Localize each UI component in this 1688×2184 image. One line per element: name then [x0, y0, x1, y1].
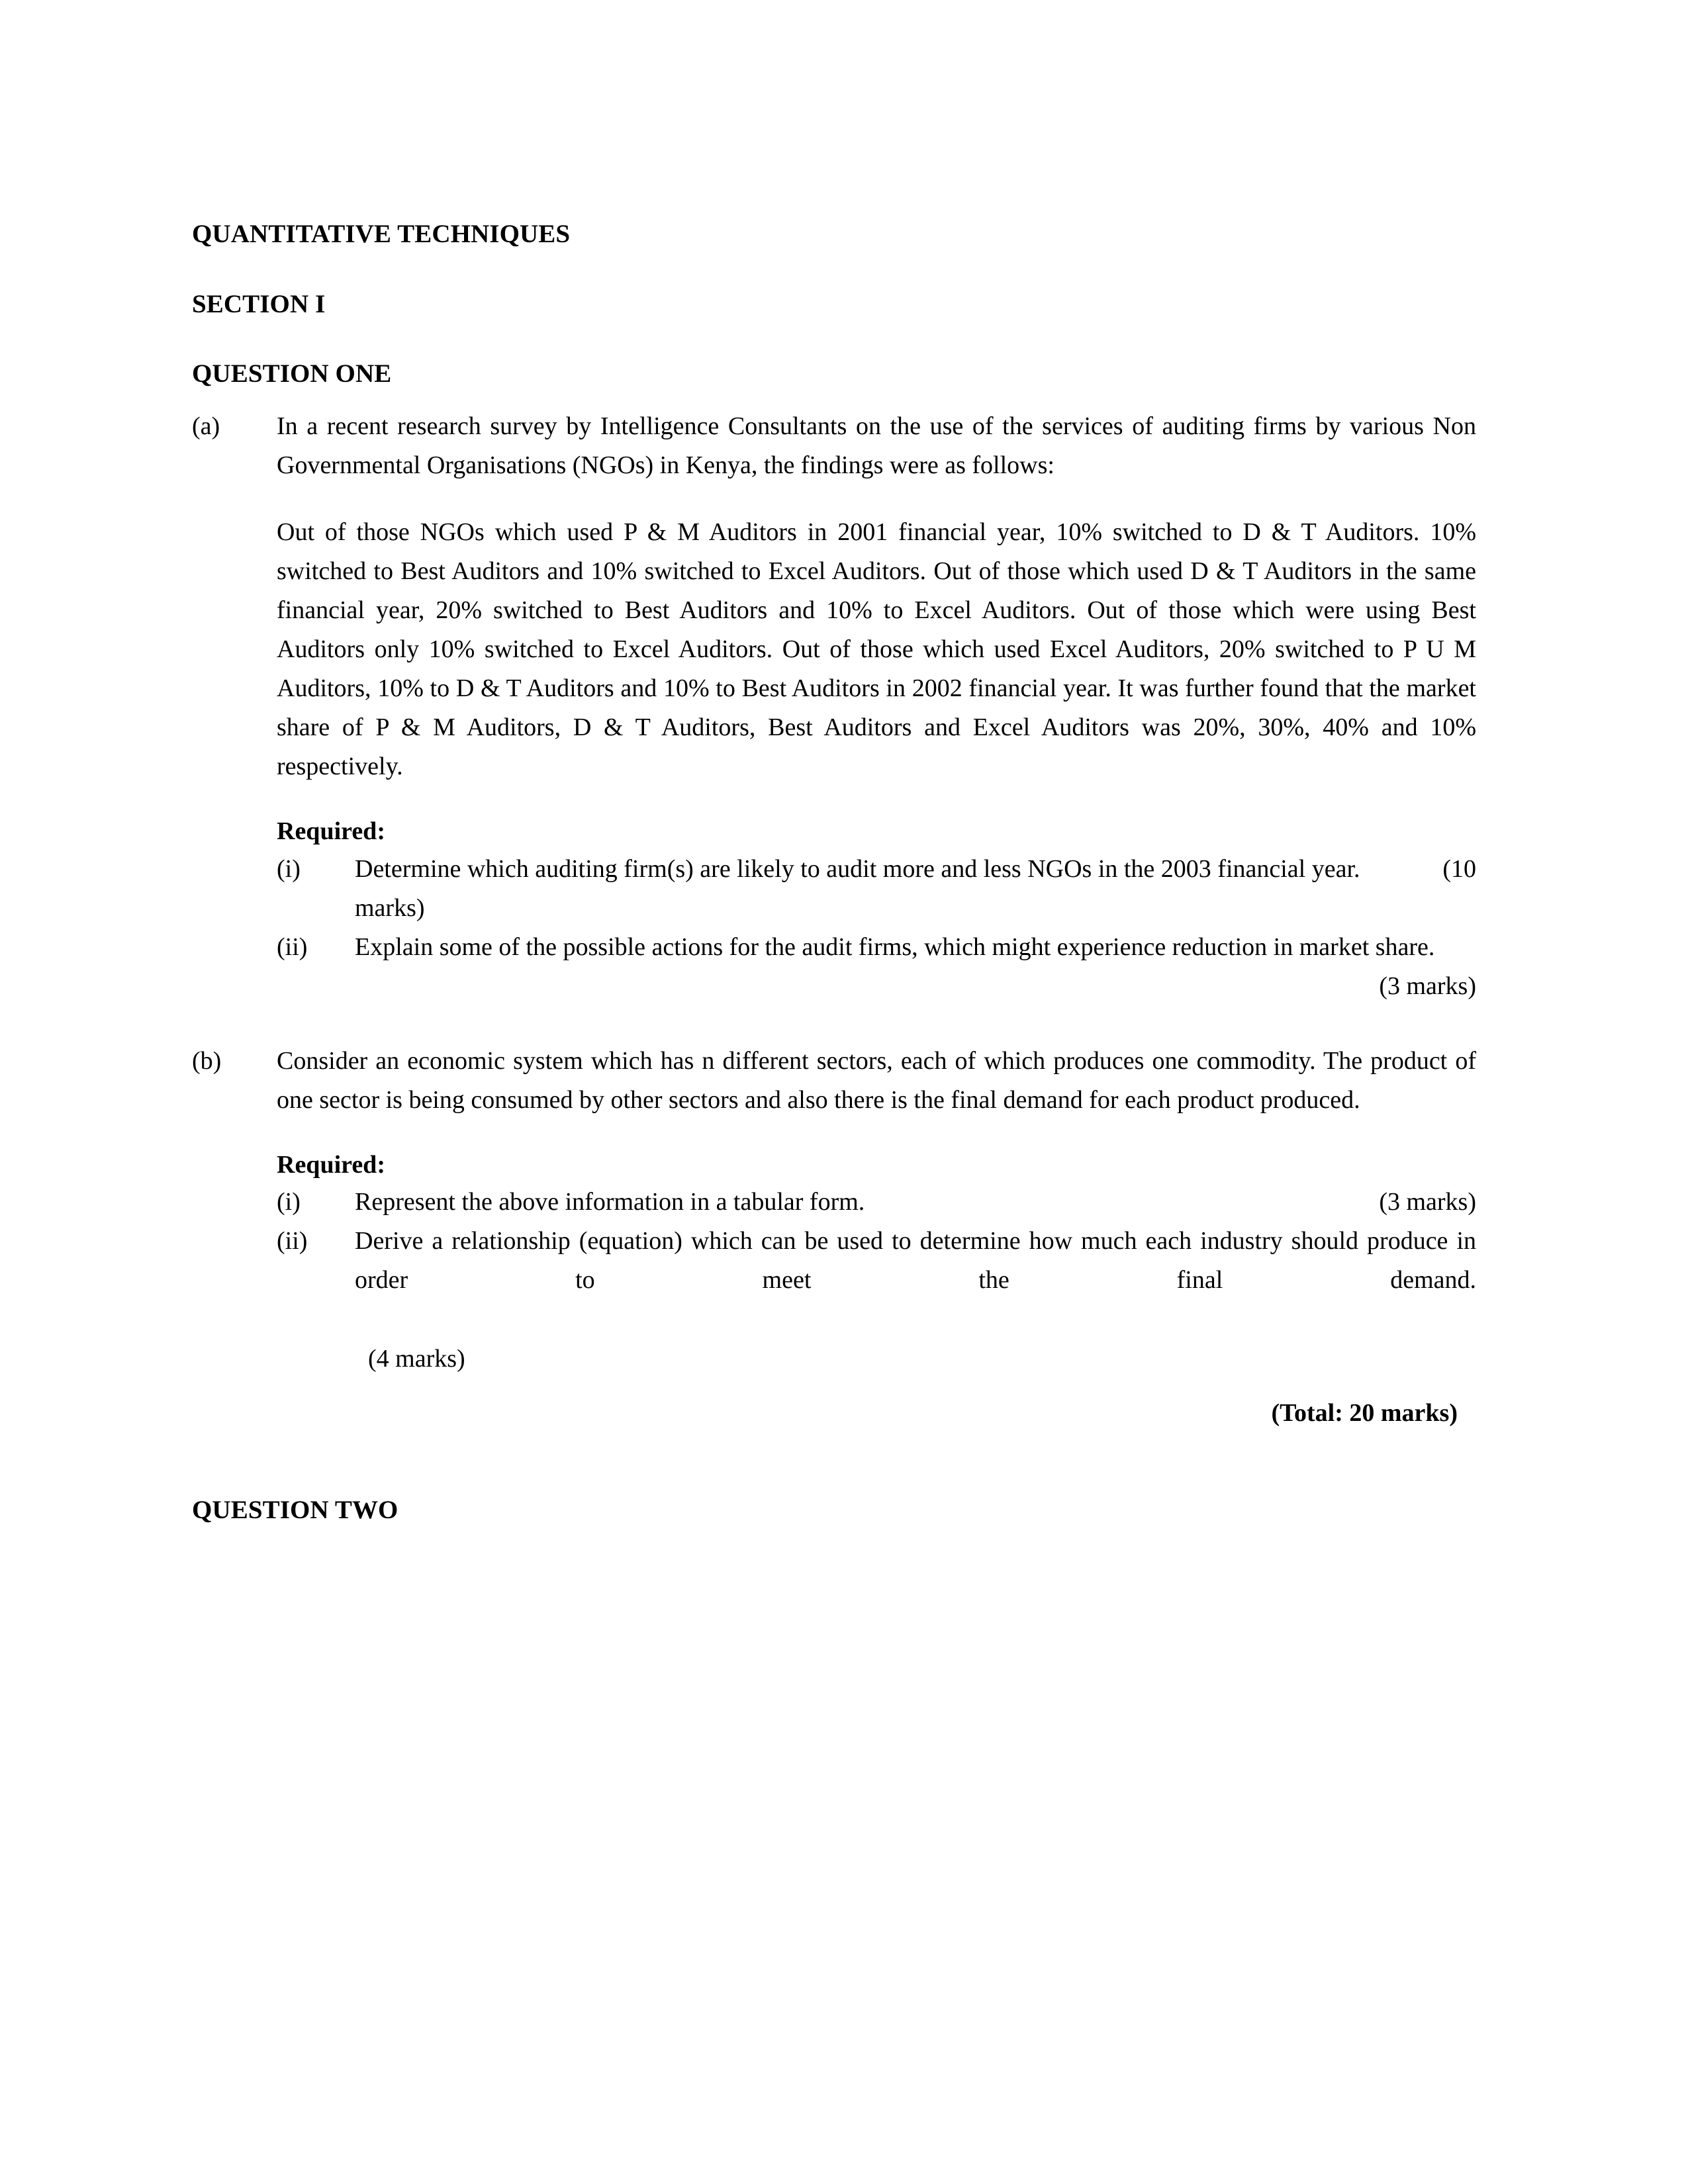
question-two-heading: QUESTION TWO — [192, 1495, 399, 1524]
part-b-required-label: Required: — [277, 1151, 385, 1179]
list-item — [277, 850, 1476, 928]
list-item-text: Represent the above information in a tabular form. — [355, 1188, 865, 1216]
list-item-text: Determine which auditing firm(s) are likely to audit more and less NGOs in the 2003 financial year. — [355, 854, 1360, 883]
list-item — [277, 1222, 1476, 1339]
spacer — [192, 485, 1476, 513]
total-marks: (Total: 20 marks) — [1271, 1398, 1458, 1427]
list-item-marker: (ii) — [277, 933, 308, 961]
marks-value: (3 marks) — [1379, 972, 1476, 1000]
spacer — [192, 1431, 1476, 1494]
list-item — [277, 1183, 1476, 1222]
marks-value: (10 — [1442, 854, 1476, 883]
list-item-marker: (i) — [277, 1188, 301, 1216]
list-item-body — [355, 1222, 1476, 1339]
part-a-marker: (a) — [192, 412, 220, 440]
part-a-body-text: Out of those NGOs which used P & M Auditors in 2001 financial year, 10% switched to D & T Auditors. 10% switched to Best Auditors and 10% switched to Excel Auditors. Out of those which used D & T Auditors in the same financial year, 20% switched to Best Auditors and 10% to Excel Auditors. Out of those which were using Best Auditors only 10% switched to Excel Auditors. Out of those which used Excel Auditors, 20% switched to P U M Auditors, 10% to D & T Auditors and 10% to Best Auditors in 2002 financial year. It was further found that the market share of P & M Auditors, D & T Auditors, Best Auditors and Excel Auditors was 20%, 30%, 40% and 10% respectively. — [277, 518, 1476, 781]
list-item-body — [355, 928, 1476, 1006]
list-item-marker: (i) — [277, 854, 301, 883]
page-content — [192, 218, 1476, 1525]
list-item — [277, 928, 1476, 1006]
list-item-text: Explain some of the possible actions for the audit firms, which might experience reduction in market share. — [355, 933, 1435, 961]
spacer — [192, 320, 1476, 358]
marks-wrapped: marks) — [355, 893, 425, 922]
part-a-intro-text: In a recent research survey by Intelligence Consultants on the use of the services of auditing firms by various Non Governmental Organisations (NGOs) in Kenya, the findings were as follows: — [277, 412, 1476, 479]
part-a-required-list — [277, 850, 1476, 1006]
list-item-body — [355, 1183, 1476, 1222]
spacer — [192, 1379, 1476, 1396]
list-item-text: Derive a relationship (equation) which can be used to determine how much each industry should produce in order to meet the final demand. — [355, 1227, 1476, 1295]
spacer — [192, 786, 1476, 814]
part-b-row — [192, 1042, 1476, 1120]
marks-value: (3 marks) — [1379, 1188, 1476, 1216]
marks-value: (4 marks) — [368, 1344, 465, 1373]
list-item-marker: (ii) — [277, 1227, 308, 1255]
part-b-text: Consider an economic system which has n different sectors, each of which produces one commodity. The product of one sector is being consumed by other sectors and also there is the final demand for each product produced. — [277, 1046, 1476, 1115]
spacer — [192, 1120, 1476, 1148]
section-heading: SECTION I — [192, 289, 326, 318]
part-b-required-list — [277, 1183, 1476, 1378]
spacer — [192, 390, 1476, 407]
spacer — [192, 1006, 1476, 1042]
list-item-body — [355, 850, 1476, 928]
page-title: QUANTITATIVE TECHNIQUES — [192, 220, 571, 248]
question-one-heading: QUESTION ONE — [192, 359, 392, 388]
part-a-intro-row — [192, 407, 1476, 485]
spacer — [192, 250, 1476, 289]
part-b-marker: (b) — [192, 1046, 222, 1075]
part-a-required-label: Required: — [277, 817, 385, 846]
